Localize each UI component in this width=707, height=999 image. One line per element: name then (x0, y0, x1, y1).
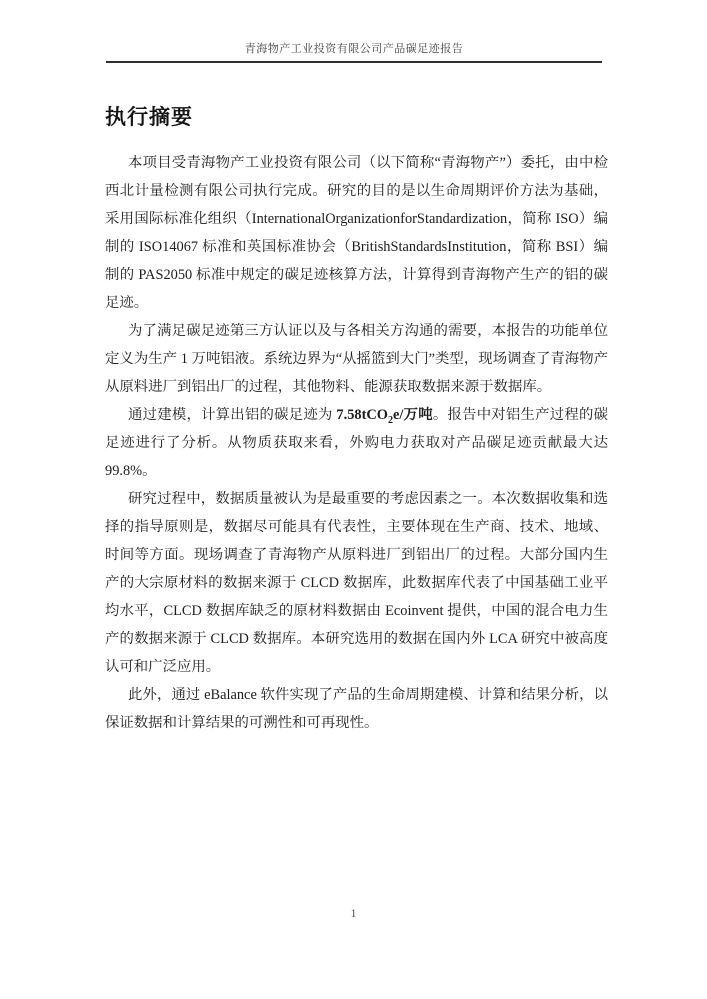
section-heading: 执行摘要 (105, 106, 193, 129)
emphasized-value: e/万吨 (393, 407, 433, 423)
paragraph (105, 317, 608, 401)
page-footer (0, 906, 707, 921)
running-header (106, 42, 602, 63)
paragraph (105, 485, 608, 681)
running-header-title: 青海物产工业投资有限公司产品碳足迹报告 (244, 43, 464, 55)
paragraph-text: 此外，通过 eBalance 软件实现了产品的生命周期建模、计算和结果分析，以保证数据和计算结果的可溯性和可再现性。 (105, 687, 608, 731)
document-body (105, 149, 608, 737)
emphasized-value: 2 (387, 414, 394, 426)
emphasized-value: 7.58tCO (336, 407, 388, 423)
page-number: 1 (350, 906, 357, 920)
paragraph-text: 。报告中对铝生产过程的碳足迹进行了分析。从物质获取来看，外购电力获取对产品碳足迹贡献最大达 99.8%。 (105, 407, 608, 479)
paragraph (105, 681, 608, 737)
paragraph-text: 通过建模，计算出铝的碳足迹为 (128, 407, 337, 423)
paragraph-text: 为了满足碳足迹第三方认证以及与各相关方沟通的需要，本报告的功能单位定义为生产 1 万吨铝液。系统边界为“从摇篮到大门”类型，现场调查了青海物产从原料进厂到铝出厂的过程，其他物料、能源获取数据来源于数据库。 (105, 323, 608, 395)
paragraph-text: 本项目受青海物产工业投资有限公司（以下简称“青海物产”）委托，由中检西北计量检测有限公司执行完成。研究的目的是以生命周期评价方法为基础，采用国际标准化组织（InternationalOrganizationforStandardization，简称 ISO）编制的 ISO14067 标准和英国标准协会（BritishStandardsInstitution，简称 BSI）编制的 PAS2050 标准中规定的碳足迹核算方法，计算得到青海物产生产的铝的碳足迹。 (105, 155, 608, 311)
paragraph (105, 401, 608, 485)
paragraph (105, 149, 608, 317)
paragraph-text: 研究过程中，数据质量被认为是最重要的考虑因素之一。本次数据收集和选择的指导原则是，数据尽可能具有代表性，主要体现在生产商、技术、地域、时间等方面。现场调查了青海物产从原料进厂到铝出厂的过程。大部分国内生产的大宗原材料的数据来源于 CLCD 数据库，此数据库代表了中国基础工业平均水平，CLCD 数据库缺乏的原材料数据由 Ecoinvent 提供，中国的混合电力生产的数据来源于 CLCD 数据库。本研究选用的数据在国内外 LCA 研究中被高度认可和广泛应用。 (105, 491, 608, 675)
